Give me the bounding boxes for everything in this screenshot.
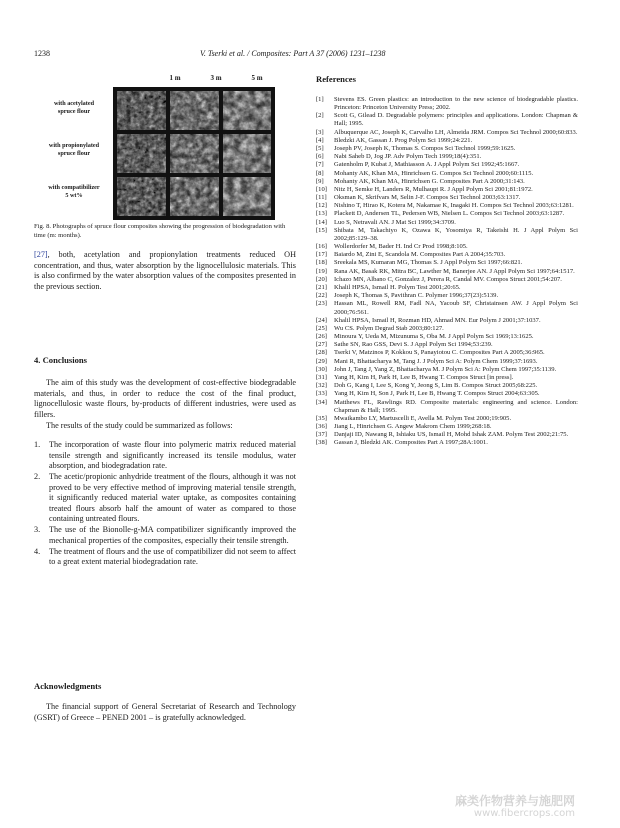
- reference-text: Sathe SN, Rao GSS, Devi S. J Appl Polym Sci 1994;53:239.: [334, 341, 493, 349]
- reference-item: [316, 129, 578, 137]
- reference-item: [316, 112, 578, 128]
- section-heading: 4. Conclusions: [34, 355, 88, 365]
- reference-text: Scott G, Gilead D. Degradable polymers: principles and applications. London: Chapman & Hall; 1995.: [334, 112, 578, 128]
- sample-photo: [170, 177, 219, 216]
- paragraph-text: , both, acetylation and propionylation treatments reduced OH concentration, and thus, water absorption by the lignocellulosic materials. This is also confirmed by the water absorption values of the composites presented in the previous section.: [34, 250, 296, 291]
- list-number: 3.: [34, 525, 41, 534]
- reference-text: Shibata M, Takachiyo K, Ozawa K, Yosomiya R, Takeishi H. J Appl Polym Sci 2002;85:129–38.: [334, 226, 578, 242]
- reference-item: [316, 96, 578, 112]
- reference-item: [316, 431, 578, 439]
- figure-column-label: 3 m: [210, 74, 222, 82]
- reference-number: [27]: [316, 341, 327, 349]
- reference-number: [11]: [316, 194, 327, 202]
- reference-number: [10]: [316, 185, 327, 193]
- reference-text: Tserki V, Matzinos P, Kokkou S, Panayiotou C. Composites Part A 2005;36:965.: [334, 349, 545, 357]
- reference-number: [28]: [316, 349, 327, 357]
- reference-text: Albuquerque AC, Joseph K, Carvalho LH, Almeida JRM. Compos Sci Technol 2000;60:833.: [334, 128, 578, 136]
- list-item: [34, 547, 296, 568]
- reference-number: [4]: [316, 136, 324, 144]
- reference-number: [1]: [316, 96, 324, 103]
- reference-item: [316, 317, 578, 325]
- row-label-line: spruce flour: [57, 108, 91, 115]
- reference-text: Mwaikambo LY, Martuscelli E, Avella M. Polym Test 2000;19:905.: [334, 414, 512, 422]
- watermark-title: 麻类作物营养与施肥网: [455, 794, 576, 808]
- row-label-line: with acetylated: [53, 100, 95, 107]
- conclusions-paragraph: The results of the study could be summarized as follows:: [46, 421, 233, 430]
- figure-caption: Fig. 8. Photographs of spruce flour composites showing the progression of biodegradation with time (m: months).: [34, 223, 286, 239]
- list-text: The incorporation of waste flour into polymeric matrix reduced material tensile strength and significantly increased its tensile modulus, water absorption, and biodegradation rate.: [49, 440, 296, 470]
- reference-number: [35]: [316, 414, 327, 422]
- continuation-paragraph: [34, 250, 296, 292]
- reference-text: Gassan J, Bledzki AK. Composites Part A 1997;28A:1001.: [334, 439, 488, 447]
- reference-item: [316, 178, 578, 186]
- reference-item: [316, 333, 578, 341]
- reference-item: [316, 210, 578, 218]
- acknowledgments-paragraph: The financial support of General Secretariat of Research and Technology (GSRT) of Greece – PENED 2001 – is gratefully acknowledged.: [34, 702, 296, 722]
- list-item: [34, 472, 296, 525]
- reference-item: [316, 284, 578, 292]
- reference-text: Doh G, Kang I, Lee S, Kong Y, Jeong S, Lim B. Compos Struct 2005;68:225.: [334, 382, 538, 390]
- reference-number: [18]: [316, 259, 327, 267]
- sample-photo: [223, 91, 271, 130]
- reference-item: [316, 243, 578, 251]
- reference-item: [316, 349, 578, 357]
- reference-number: [24]: [316, 316, 327, 324]
- running-head: V. Tserki et al. / Composites: Part A 37 (2006) 1231–1238: [200, 49, 386, 58]
- reference-item: [316, 325, 578, 333]
- reference-item: [316, 439, 578, 447]
- figure-row-label: [36, 184, 112, 200]
- reference-number: [16]: [316, 243, 327, 251]
- reference-item: [316, 399, 578, 415]
- reference-item: [316, 415, 578, 423]
- figure-photographs: [113, 87, 275, 220]
- sample-photo: [223, 134, 271, 173]
- reference-number: [22]: [316, 292, 327, 300]
- reference-text: Joseph PV, Joseph K, Thomas S. Compos Sci Technol 1999;59:1625.: [334, 144, 516, 152]
- reference-item: [316, 276, 578, 284]
- reference-text: Khalil HPSA, Ismail H, Rozman HD, Ahmad MN. Eur Polym J 2001;37:1037.: [334, 316, 541, 324]
- reference-number: [5]: [316, 144, 324, 152]
- reference-number: [8]: [316, 169, 324, 177]
- figure-column-label: 5 m: [251, 74, 263, 82]
- figure-column-label: 1 m: [169, 74, 181, 82]
- row-label-line: 5 wt%: [65, 192, 83, 199]
- reference-item: [316, 137, 578, 145]
- list-text: The treatment of flours and the use of compatibilizer did not seem to affect to a great extent material biodegradation rate.: [49, 546, 296, 566]
- reference-number: [15]: [316, 226, 327, 234]
- conclusions-list: [34, 440, 296, 568]
- sample-photo: [223, 177, 271, 216]
- reference-text: Ichazo MN, Albano C, Gonzalez J, Perera R, Candal MV. Compos Struct 2001;54:207.: [334, 275, 562, 283]
- sample-photo: [117, 177, 166, 216]
- list-number: 2.: [34, 472, 41, 481]
- figure-photo-grid: [113, 87, 275, 220]
- reference-item: [316, 390, 578, 398]
- reference-number: [33]: [316, 390, 327, 398]
- reference-text: Khalil HPSA, Ismail H. Polym Test 2001;20:65.: [334, 284, 461, 292]
- reference-item: [316, 300, 578, 316]
- reference-item: [316, 161, 578, 169]
- reference-number: [23]: [316, 300, 327, 308]
- reference-number: [31]: [316, 374, 327, 381]
- reference-number: [14]: [316, 218, 327, 226]
- reference-text: Joseph K, Thomas S, Pavithran C. Polymer 1996;37(23):5139.: [334, 292, 499, 300]
- sample-photo: [170, 91, 219, 130]
- sample-photo: [170, 134, 219, 173]
- reference-item: [316, 341, 578, 349]
- reference-item: [316, 374, 578, 382]
- sample-photo: [117, 134, 166, 173]
- reference-item: [316, 382, 578, 390]
- references-heading: References: [316, 74, 356, 84]
- reference-text: Mohanty AK, Khan MA, Hinrichsen G. Composites Part A 2000;31:143.: [334, 177, 525, 185]
- reference-text: Nitz H, Semke H, Landers R, Mulhaupt R. J Appl Polym Sci 2001;81:1972.: [334, 185, 533, 193]
- reference-text: Nishino T, Hirao K, Kotera M, Nakamae K, Inagaki H. Compos Sci Technol 2003;63:1281.: [334, 202, 574, 210]
- reference-number: [19]: [316, 267, 327, 275]
- reference-text: Nabi Saheb D, Jog JP. Adv Polym Tech 1999;18(4):351.: [334, 153, 482, 161]
- reference-text: Minoura Y, Ueda M, Mizunuma S, Oba M. J Appl Polym Sci 1969;13:1625.: [334, 333, 534, 341]
- reference-text: Danjaji ID, Nawang R, Ishiaku US, Ismail H, Mohd Ishak ZAM. Polym Test 2002;21:75.: [334, 431, 569, 439]
- reference-number: [20]: [316, 275, 327, 283]
- list-item: [34, 440, 296, 472]
- reference-item: [316, 153, 578, 161]
- reference-number: [32]: [316, 382, 327, 390]
- watermark: [455, 794, 575, 820]
- section-heading: Acknowledgments: [34, 681, 102, 691]
- reference-text: Baiardo M, Zini E, Scandola M. Composites Part A 2004;35:703.: [334, 251, 506, 259]
- row-label-line: spruce flour: [57, 150, 91, 157]
- reference-item: [316, 202, 578, 210]
- reference-text: Yang H, Kim H, Son J, Park H, Lee B, Hwang T. Compos Struct 2004;63:305.: [334, 390, 540, 398]
- reference-item: [316, 423, 578, 431]
- reference-item: [316, 251, 578, 259]
- reference-item: [316, 219, 578, 227]
- reference-number: [36]: [316, 423, 327, 431]
- reference-item: [316, 194, 578, 202]
- reference-text: Rana AK, Basak RK, Mitra BC, Lawther M, Banerjee AN. J Appl Polym Sci 1997;64:1517.: [334, 267, 575, 275]
- reference-number: [29]: [316, 357, 327, 365]
- reference-item: [316, 186, 578, 194]
- reference-number: [3]: [316, 128, 324, 136]
- page-number: 1238: [34, 49, 50, 58]
- reference-text: Sreekala MS, Kumaran MG, Thomas S. J Appl Polym Sci 1997;66:821.: [334, 259, 523, 267]
- citation-link[interactable]: [27]: [34, 250, 48, 259]
- reference-item: [316, 268, 578, 276]
- reference-text: Jiang L, Hinrichsen G. Angew Makrom Chem 1999;268:18.: [334, 423, 492, 431]
- figure-row-label: [36, 142, 112, 158]
- list-item: [34, 525, 296, 546]
- reference-item: [316, 366, 578, 374]
- reference-text: Gatenholm P, Kubat J, Mathiasson A. J Appl Polym Sci 1992;45:1667.: [334, 161, 520, 169]
- sample-photo: [117, 91, 166, 130]
- references-list: [316, 96, 578, 448]
- reference-text: Stevens ES. Green plastics: an introduction to the new science of biodegradable plastics. Princeton: Princeton University Press; 2002.: [334, 96, 578, 112]
- reference-number: [37]: [316, 431, 327, 439]
- reference-item: [316, 358, 578, 366]
- reference-text: Hassan ML, Rowell RM, Fadl NA, Yacoub SF, Christainsen AW. J Appl Polym Sci 2000;76:561.: [334, 300, 578, 316]
- reference-number: [9]: [316, 177, 324, 185]
- reference-text: Yang H, Kim H, Park H, Lee B, Hwang T. Compos Struct [in press].: [334, 374, 514, 381]
- reference-number: [13]: [316, 210, 327, 218]
- list-number: 1.: [34, 440, 41, 449]
- reference-number: [30]: [316, 365, 327, 373]
- reference-item: [316, 227, 578, 243]
- reference-item: [316, 292, 578, 300]
- reference-text: Luo S, Netravali AN. J Mat Sci 1999;34:3709.: [334, 218, 456, 226]
- reference-text: Wollerdorfer M, Bader H. Ind Cr Prod 1998;8:105.: [334, 243, 468, 251]
- reference-number: [17]: [316, 251, 327, 259]
- figure-row-label: [36, 100, 112, 116]
- reference-number: [38]: [316, 439, 327, 447]
- list-text: The use of the Bionolle-g-MA compatibilizer significantly improved the mechanical properties of the composites, especially their tensile strength.: [49, 525, 296, 545]
- list-text: The acetic/propionic anhydride treatment of the flours, although it was not proved to be very effective method of improving material tensile strength, it significantly reduced material water uptake, as composites containing treated flours absorb half the amount of water as compared to those containing untreated flours.: [49, 472, 296, 523]
- conclusions-paragraph: The aim of this study was the development of cost-effective biodegradable materials, and thus, in order to reduce the cost of the final product, lignocellulosic waste flours, by-products of different industries, were used as fillers.: [34, 378, 296, 419]
- reference-text: Oksman K, Skrifvars M, Selin J-F. Compos Sci Technol 2003;63:1317.: [334, 194, 521, 202]
- list-number: 4.: [34, 546, 41, 556]
- reference-text: John J, Tang J, Yang Z, Bhattacharya M. J Polym Sci A: Polym Chem 1997;35:1139.: [334, 365, 557, 373]
- reference-number: [26]: [316, 333, 327, 341]
- reference-item: [316, 145, 578, 153]
- reference-number: [6]: [316, 153, 324, 161]
- reference-text: Mohanty AK, Khan MA, Hinrichsen G. Compos Sci Technol 2000;60:1115.: [334, 169, 534, 177]
- row-label-line: with compatibilizer: [48, 184, 100, 191]
- reference-item: [316, 170, 578, 178]
- reference-text: Mani R, Bhattacharya M, Tang J. J Polym Sci A: Polym Chem 1999;37:1693.: [334, 357, 538, 365]
- reference-number: [34]: [316, 398, 327, 406]
- reference-item: [316, 259, 578, 267]
- reference-number: [2]: [316, 112, 324, 120]
- reference-text: Bledzki AK, Gassan J. Prog Polym Sci 1999;24:221.: [334, 136, 473, 144]
- reference-number: [25]: [316, 324, 327, 332]
- reference-number: [7]: [316, 161, 324, 169]
- watermark-url: www.fibercrops.com: [473, 808, 576, 819]
- row-label-line: with propionylated: [48, 142, 100, 149]
- reference-number: [21]: [316, 284, 327, 292]
- reference-text: Matthews FL, Rawlings RD. Composite materials: engineering and science. London: Chapman & Hall; 1995.: [334, 398, 578, 414]
- reference-text: Wu CS. Polym Degrad Stab 2003;80:127.: [334, 324, 444, 332]
- reference-text: Plackett D, Andersen TL, Pedersen WB, Nielsen L. Compos Sci Technol 2003;63:1287.: [334, 210, 565, 218]
- reference-number: [12]: [316, 202, 327, 210]
